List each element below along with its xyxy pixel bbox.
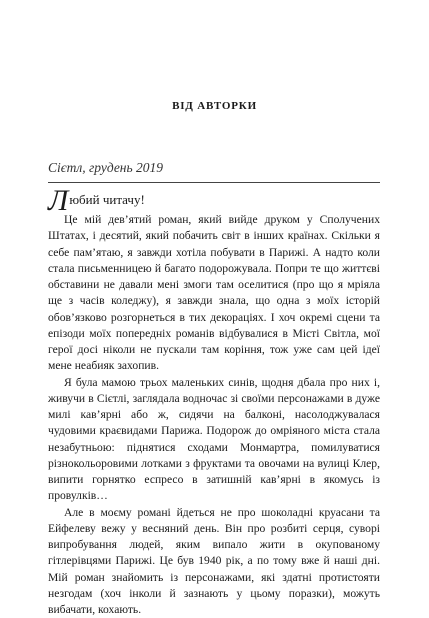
paragraph-1: Це мій дев’ятий роман, який вийде друком у Сполучених Штатах, і десятий, який побачить світ в інших країнах. Скільки я себе пам’ятаю, я завжди хотіла побувати в Парижі. А надто коли стала письменницею й багато подорожувала. Попри те що життєві обставини не давали мені змоги там оселитися (про що я мріяла ще з часів коледжу), я завжди знала, що одна з моїх історій обов’язково розгорнеться в тих декораціях. І хоч окремі сцени та епізоди моїх попередніх романів відбувалися в Місті Світла, мої герої досі ніколи не пускали там коріння, тож уже сам цей ідеї мене неабияк захопив. <box>48 212 380 375</box>
paragraph-3: Але в моєму романі йдеться не про шоколадні круасани та Ейфелеву вежу у весняний день. Він про розбиті серця, суворі випробування людей, яким випало жити в окупованому гітлерівцями Парижі. Це був 1940 рік, а по тому вже й наші дні. Мій роман знайомить із персонажами, які здатні протистояти незгодам (хоч інколи й зазнають у цьому поразки), можуть вибачати, кохають. <box>48 505 380 618</box>
section-heading: ВІД АВТОРКИ <box>0 100 429 112</box>
paragraph-2: Я була мамою трьох маленьких синів, щодня дбала про них і, живучи в Сієтлі, заглядала водночас зі своїми персонажами в дуже милі кав’ярні або ж, сидячи на балконі, насолоджувалася чудовими краєвидами Парижа. Подорож до омріяного міста стала незабутньою: піднятися сходами Монмартра, помилуватися різнокольоровими лотками з фруктами та овочами на вулиці Клер, випити горнятко еспресо в затишній кав’ярні в якомусь із провулків… <box>48 375 380 505</box>
dateline-rule <box>48 182 380 183</box>
salutation-initial: Л <box>48 184 68 217</box>
dateline: Сієтл, грудень 2019 <box>48 160 163 176</box>
salutation-text: юбий читачу! <box>69 192 144 207</box>
salutation <box>48 188 145 214</box>
body-text <box>48 212 380 618</box>
